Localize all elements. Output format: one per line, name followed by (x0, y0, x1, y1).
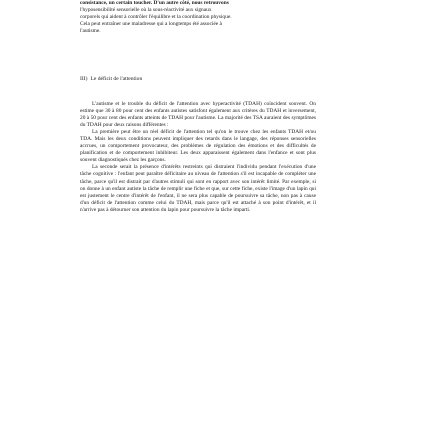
intro-line: corporels qui aident à contrôler l'équilibre et la coordination physique. (80, 14, 232, 21)
section-title: Le déficit de l'attention (90, 76, 143, 82)
intro-line: l'hyposensibilité sensorielle où la sous-réactivité aux signaux (80, 7, 212, 14)
intro-line: l'autisme. (80, 28, 101, 35)
section-body (80, 101, 316, 214)
section-number: III) (80, 76, 88, 82)
intro-line: Cela peut entraîner une maladresse qui a longtemps été associée à (80, 21, 222, 28)
section-heading (80, 76, 316, 83)
body-paragraph: L'autisme et le trouble du déficit de l'attention avec hyperactivité (TDAH) coïncident souvent. On estime que 30 à 80 pour cent des enfants autistes satisfont également aux critères du TDAH et inversement, 20 à 50 pour cent des enfants atteints de TDAH pour l'autisme. La majorité des TSA auraient des symptômes du TDAH pour deux raisons différentes : (80, 101, 316, 129)
body-paragraph: La première peut être un réel déficit de l'attention tel qu'on le trouve chez les enfants TDAH et/ou TDA. Mais les deux conditions peuvent impliquer des retards dans le langage, des réponses sensorielles accrues, un comportement provocateur, des problèmes de régulation des émotions et des difficultés de planification et de comportement inhibiteur. Les deux apparaissent également dans l'enfance et sont plus souvent diagnostiqués chez les garçons. (80, 129, 316, 164)
intro-line: consistance, un certain toucher. D'un autre côté, nous retrouvons (80, 0, 229, 6)
intro-paragraph (80, 0, 316, 35)
body-paragraph: La seconde serait la présence d'intérêts restreints qui distraient l'individu pendant l'exécution d'une tâche cognitive : l'enfant peut paraître déficitaire au niveau de l'attention s'il est incapable de compléter une tâche, parce qu'il est distrait par d'autres stimuli qui sont en rapport avec son intérêt limité. Par exemple, si on donne à un enfant autiste la tâche de remplir une fiche et que, sur cette fiche, existe l'image d'un lapin qui est justement le centre d'intérêt de l'enfant, il ne sera plus capable de poursuivre sa tâche, non pas à cause d'un déficit de l'attention comme celui du TDAH, mais parce qu'il est attaché à son point d'intérêt, et il n'arrive pas à détourner son attention du lapin pour poursuivre la tâche imparti. (80, 164, 316, 213)
